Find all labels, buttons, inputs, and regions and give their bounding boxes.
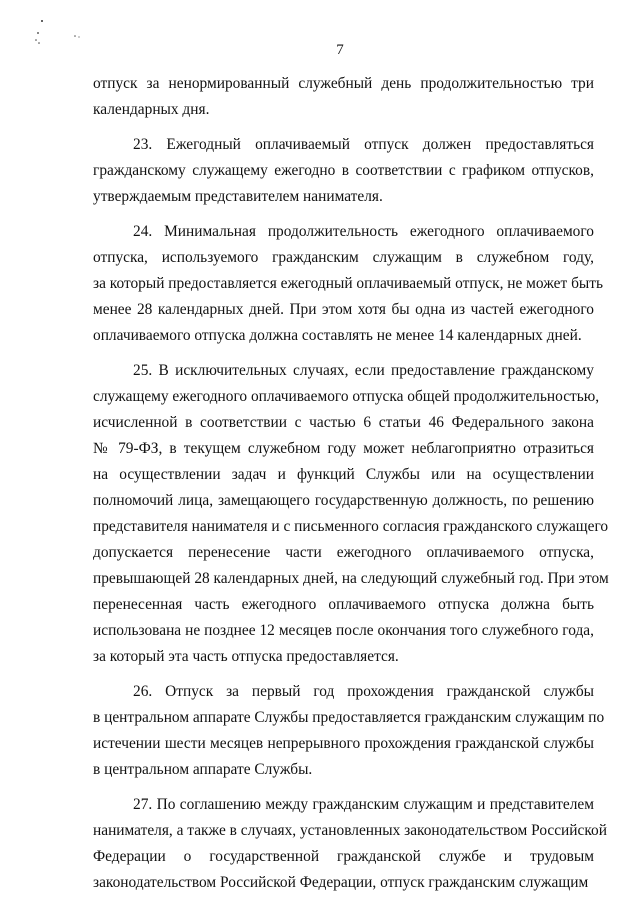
text-line: превышающей 28 календарных дней, на следующий служебный год. При этом <box>93 570 609 587</box>
text-line: перенесенная часть ежегодного оплачиваемого отпуска должна быть <box>93 596 594 613</box>
paragraph <box>93 71 594 123</box>
text-line: использована не позднее 12 месяцев после окончания того служебного года, <box>93 622 594 639</box>
text-line: отпуска, используемого гражданским служащим в служебном году, <box>93 249 594 266</box>
paragraph <box>93 679 605 783</box>
text-line: истечении шести месяцев непрерывного прохождения гражданской службы <box>93 735 594 752</box>
paragraph <box>93 358 609 670</box>
document-body <box>93 71 609 905</box>
text-line: оплачиваемого отпуска должна составлять не менее 14 календарных дней. <box>93 327 582 344</box>
text-line: в центральном аппарате Службы предоставляется гражданским служащим по <box>93 709 605 726</box>
text-line: Федерации о государственной гражданской службе и трудовым <box>93 848 594 865</box>
text-line: служащему ежегодного оплачиваемого отпуска общей продолжительностью, <box>93 388 600 405</box>
text-line: за который предоставляется ежегодный оплачиваемый отпуск, не может быть <box>93 275 603 292</box>
paragraph <box>93 219 603 349</box>
text-line: 25. В исключительных случаях, если предоставление гражданскому <box>133 362 594 379</box>
text-line: нанимателя, а также в случаях, установленных законодательством Российской <box>93 822 607 839</box>
text-line: утверждаемым представителем нанимателя. <box>93 188 383 205</box>
paragraph <box>93 792 607 896</box>
text-line: 26. Отпуск за первый год прохождения гражданской службы <box>133 683 594 700</box>
text-line: в центральном аппарате Службы. <box>93 761 313 778</box>
text-line: гражданскому служащему ежегодно в соответствии с графиком отпусков, <box>93 162 594 179</box>
text-line: за который эта часть отпуска предоставляется. <box>93 648 399 665</box>
text-line: исчисленной в соответствии с частью 6 статьи 46 Федерального закона <box>93 414 594 431</box>
text-line: 24. Минимальная продолжительность ежегодного оплачиваемого <box>133 223 594 240</box>
text-line: 27. По соглашению между гражданским служащим и представителем <box>133 796 594 813</box>
text-line: менее 28 календарных дней. При этом хотя бы одна из частей ежегодного <box>93 301 594 318</box>
paragraph <box>93 132 594 210</box>
text-line: на осуществлении задач и функций Службы или на осуществлении <box>93 466 594 483</box>
text-line: допускается перенесение части ежегодного оплачиваемого отпуска, <box>93 544 594 561</box>
text-line: полномочий лица, замещающего государственную должность, по решению <box>93 492 594 509</box>
text-line: № 79-ФЗ, в текущем служебном году может неблагоприятно отразиться <box>93 440 594 457</box>
text-line: отпуск за ненормированный служебный день продолжительностью три <box>93 75 594 92</box>
text-line: представителя нанимателя и с письменного согласия гражданского служащего <box>93 518 609 535</box>
text-line: календарных дня. <box>93 101 210 118</box>
text-line: законодательством Российской Федерации, отпуск гражданским служащим <box>93 874 589 891</box>
page-number: 7 <box>336 42 344 58</box>
text-line: 23. Ежегодный оплачиваемый отпуск должен предоставляться <box>133 136 594 153</box>
